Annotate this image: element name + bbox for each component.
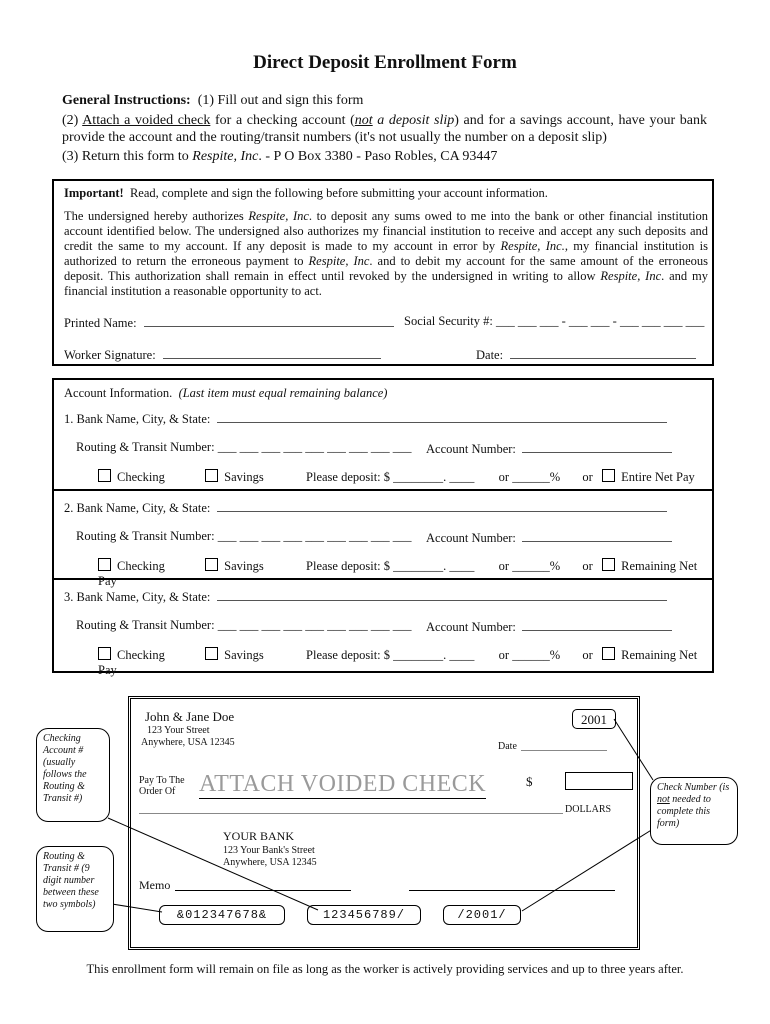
micr-routing-number: &012347678& [159, 905, 285, 925]
ssn-field[interactable]: ___ ___ ___ - ___ ___ - ___ ___ ___ ___ [496, 314, 705, 328]
checking-account-callout: Checking Account # (usually follows the Routing & Transit #) [36, 728, 110, 822]
account-info-header: Account Information. (Last item must equal remaining balance) [64, 386, 388, 400]
check-bank-name: YOUR BANK [223, 829, 295, 843]
important-notice: Important! Read, complete and sign the following before submitting your account information. [64, 186, 548, 200]
date-row: Date: [476, 346, 696, 363]
instructions-step-3: (3) Return this form to Respite, Inc. - P O Box 3380 - Paso Robles, CA 93447 [62, 149, 498, 164]
check-dollar-sign: $ [526, 774, 533, 789]
account-3-routing-row: Routing & Transit Number: ___ ___ ___ ___ ___ ___ ___ ___ ___ [76, 618, 412, 632]
routing-callout: Routing & Transit # (9 digit number between these two symbols) [36, 846, 114, 932]
page-title: Direct Deposit Enrollment Form [253, 52, 517, 73]
check-memo-label: Memo [139, 878, 171, 892]
account-1-routing-field[interactable]: ___ ___ ___ ___ ___ ___ ___ ___ ___ [217, 440, 412, 454]
checking-account-connector [108, 818, 318, 910]
check-date-label: Date [498, 741, 517, 752]
micr-check-number: /2001/ [443, 905, 521, 925]
account-3-bank-row: 3. Bank Name, City, & State: [64, 588, 667, 605]
instructions-label: General Instructions: [62, 93, 191, 108]
account-1-percent-field[interactable]: ______% [512, 470, 561, 484]
check-number-connector-bottom [522, 829, 653, 911]
authorization-text: The undersigned hereby authorizes Respite, Inc. to deposit any sums owed to me into the bank or other financial institution account identified below. The undersigned also authorizes my financial institution to receive and accept any such deposits and credit the same to my account. If any deposit is made to my account in error by Respite, Inc., my financial institution is authorized to return the erroneous payment to Respite, Inc. and to debit my account for the same amount of the erroneous deposit. This authorization shall remain in effect until revoked by the undersigned in writing to allow Respite, Inc. and my financial institution a reasonable opportunity to act. [64, 209, 708, 298]
check-bank-address-1: 123 Your Bank's Street [223, 845, 315, 856]
check-bank-address-2: Anywhere, USA 12345 [223, 857, 317, 868]
account-2-routing-field[interactable]: ___ ___ ___ ___ ___ ___ ___ ___ ___ [217, 529, 412, 543]
account-1-routing-row: Routing & Transit Number: ___ ___ ___ ___ ___ ___ ___ ___ ___ [76, 440, 412, 454]
account-3-routing-field[interactable]: ___ ___ ___ ___ ___ ___ ___ ___ ___ [217, 618, 412, 632]
account-3-amount-field[interactable]: ________. ____ [393, 648, 475, 662]
account-2-routing-row: Routing & Transit Number: ___ ___ ___ ___ ___ ___ ___ ___ ___ [76, 529, 412, 543]
account-2-amount-field[interactable]: ________. ____ [393, 559, 475, 573]
check-number-callout: Check Number (is not needed to complete this form) [650, 777, 738, 845]
retention-footer: This enrollment form will remain on file as long as the worker is actively providing services and up to three years after. [86, 962, 684, 976]
check-account-holder: John & Jane Doe [145, 709, 235, 724]
check-address-2: Anywhere, USA 12345 [141, 737, 235, 748]
account-2-bank-row: 2. Bank Name, City, & State: [64, 499, 667, 516]
micr-account-number: 123456789/ [307, 905, 421, 925]
account-2-percent-field[interactable]: ______% [512, 559, 561, 573]
check-number-connector-top [614, 719, 653, 780]
check-pay-to-label: Pay To The Order Of [139, 775, 185, 797]
account-3-options-row: Checking Savings Please deposit: $ ________. ____ or ______% or Remaining Net Pay [98, 648, 698, 677]
check-number-badge: 2001 [572, 709, 616, 729]
check-dollars-label: DOLLARS [565, 804, 612, 815]
ssn-row: Social Security #: ___ ___ ___ - ___ ___ - ___ ___ ___ ___ [404, 314, 705, 328]
account-1-options-row: Checking Savings Please deposit: $ ________. ____ or ______% or Entire Net Pay [98, 469, 695, 485]
account-3-number-row: Account Number: [426, 618, 672, 635]
routing-left-connector [112, 904, 162, 912]
account-2-options-row: Checking Savings Please deposit: $ ________. ____ or ______% or Remaining Net Pay [98, 559, 698, 588]
attach-voided-check-text: ATTACH VOIDED CHECK [199, 771, 487, 797]
voided-check-link-text: Attach a voided check [82, 113, 211, 128]
account-1-number-row: Account Number: [426, 440, 672, 457]
signature-row: Worker Signature: [64, 346, 381, 363]
check-address-1: 123 Your Street [147, 725, 210, 736]
printed-name-row: Printed Name: [64, 314, 394, 331]
instructions-step-1: (1) Fill out and sign this form [197, 93, 364, 108]
account-3-percent-field[interactable]: ______% [512, 648, 561, 662]
account-1-bank-row: 1. Bank Name, City, & State: [64, 410, 667, 427]
account-2-number-row: Account Number: [426, 529, 672, 546]
account-1-amount-field[interactable]: ________. ____ [393, 470, 475, 484]
instructions-step-2: (2) Attach a voided check for a checking account (not a deposit slip) and for a savings account, have your bank provide the account and the routing/transit numbers (it's not usually the number on a deposit slip) [62, 113, 708, 145]
